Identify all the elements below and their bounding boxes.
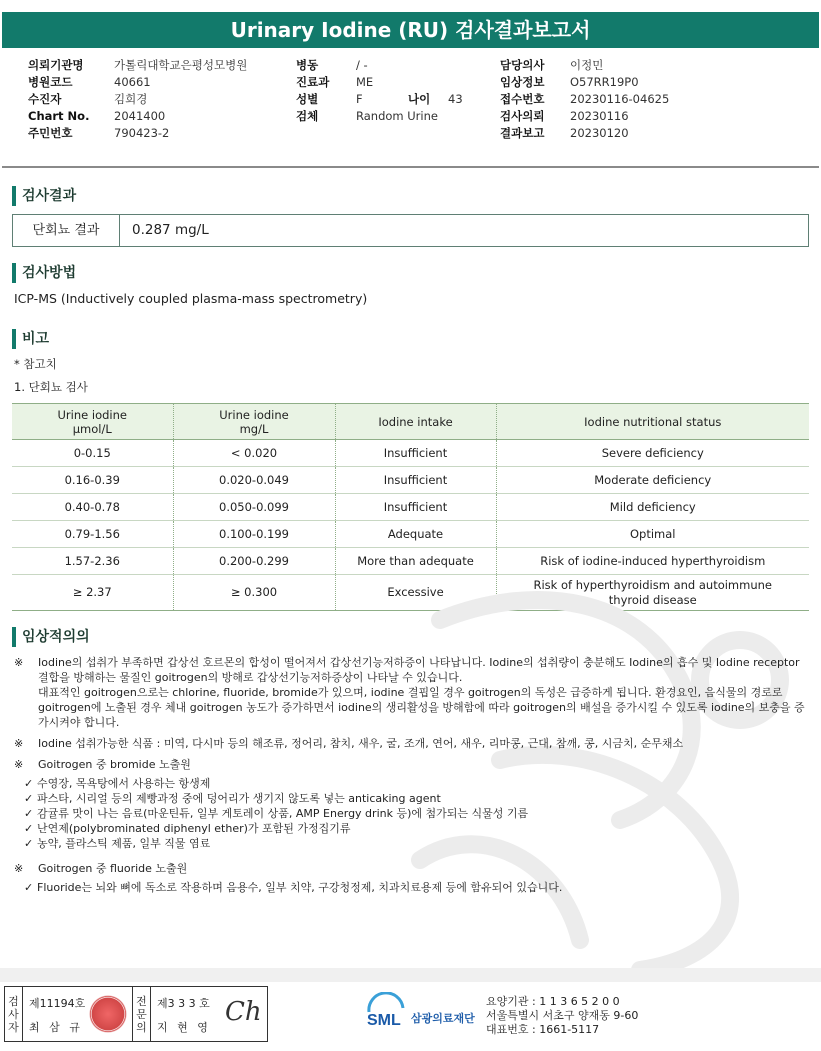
specialist-license: 제3 3 3 호	[157, 997, 210, 1010]
logo-name: 삼광의료재단	[411, 1012, 475, 1025]
header-status: Iodine nutritional status	[496, 404, 809, 440]
note-text: 대표적인 goitrogen으로는 chlorine, fluoride, bromide가 있으며, iodine 결핍일 경우 goitrogen의 독성은 급증하게 됩니다. 환경요인, 음식물의 경로로 goitrogen에 노출된 경우 체내 goitrogen 농도가 증가하면서 iodine의 생리활성을 방해함에 따라 goitrogen의 배설을 증가시킬 수 있도록 iodine의 보충을 증가시켜야 합니다.	[38, 686, 805, 729]
clinical-notes	[14, 655, 809, 899]
note-text: Goitrogen 중 fluoride 노출원	[38, 862, 188, 875]
report-date-value: 20230120	[570, 126, 629, 140]
clinical-info-value: O57RR19P0	[570, 75, 639, 89]
cell-umol: ≥ 2.37	[12, 575, 173, 611]
specialist-label: 전 문 의	[133, 987, 151, 1041]
institution-code: 요양기관 : 1 1 3 6 5 2 0 0	[486, 995, 620, 1008]
note-text: Goitrogen 중 bromide 노출원	[38, 758, 191, 771]
address: 서울특별시 서초구 양재동 9-60	[486, 1009, 639, 1022]
table-row	[12, 440, 809, 467]
cell-mg: 0.200-0.299	[173, 548, 335, 575]
specialist-name: 지 현 영	[157, 1021, 211, 1034]
reference-mark-icon: ※	[14, 758, 24, 771]
note-text: Iodine의 섭취가 부족하면 갑상선 호르몬의 합성이 떨어져서 갑상선기능저하증이 나타납니다. Iodine의 섭취량이 충분해도 Iodine의 흡수 및 Iodine receptor 결합을 방해하는 물질인 goitrogen의 방해로 갑상선기능저하증상이 나타날 수 있습니다.	[38, 656, 800, 684]
header-mg: Urine iodine mg/L	[173, 404, 335, 440]
cell-status: Risk of iodine-induced hyperthyroidism	[496, 548, 809, 575]
cell-mg: 0.100-0.199	[173, 521, 335, 548]
specialist-cell	[151, 987, 267, 1041]
list-item-text: 난연제(polybrominated diphenyl ether)가 포함된 가정집기류	[37, 822, 351, 835]
section-result-heading: 검사결과	[12, 186, 76, 206]
cell-umol: 0-0.15	[12, 440, 173, 467]
header-umol: Urine iodine μmol/L	[12, 404, 173, 440]
spot-urine-note: 1. 단회뇨 검사	[14, 380, 88, 394]
ward-label: 병동	[296, 58, 319, 72]
sex-label: 성별	[296, 92, 319, 106]
list-item	[24, 880, 809, 895]
cell-intake: More than adequate	[335, 548, 496, 575]
cell-mg: < 0.020	[173, 440, 335, 467]
list-item	[24, 791, 809, 806]
cell-status: Risk of hyperthyroidism and autoimmune thyroid disease	[496, 575, 809, 611]
method-text: ICP-MS (Inductively coupled plasma-mass spectrometry)	[14, 291, 368, 306]
cell-status: Mild deficiency	[496, 494, 809, 521]
result-value: 0.287 mg/L	[132, 222, 209, 238]
seal-icon	[89, 995, 127, 1033]
cell-status: Moderate deficiency	[496, 467, 809, 494]
list-item	[24, 821, 809, 836]
signature-icon: Ch	[225, 997, 262, 1027]
department-value: ME	[356, 75, 374, 89]
list-item-text: 농약, 플라스틱 제품, 일부 직물 염료	[37, 837, 211, 850]
report-title: Urinary Iodine (RU) 검사결과보고서	[2, 12, 819, 48]
reference-mark-icon: ※	[14, 737, 24, 750]
header-intake: Iodine intake	[335, 404, 496, 440]
accession-value: 20230116-04625	[570, 92, 670, 106]
table-row	[12, 494, 809, 521]
section-remarks-heading: 비고	[12, 329, 49, 349]
check-icon: ✓	[24, 792, 34, 805]
report-date-label: 결과보고	[500, 126, 545, 140]
clinical-info-label: 임상정보	[500, 75, 545, 89]
signature-box	[4, 986, 268, 1042]
accession-label: 접수번호	[500, 92, 545, 106]
table-row	[12, 467, 809, 494]
list-item	[24, 776, 809, 791]
examiner-license: 제11194호	[29, 997, 86, 1010]
note-iodine-deficiency	[14, 655, 809, 730]
reference-table	[12, 403, 809, 611]
check-icon: ✓	[24, 822, 34, 835]
result-label: 단회뇨 결과	[13, 215, 120, 246]
check-icon: ✓	[24, 807, 34, 820]
logo-mark-text: SML	[367, 1012, 401, 1029]
table-header-row	[12, 404, 809, 440]
ward-value: / -	[356, 58, 368, 72]
list-item-text: Fluoride는 뇌와 뼈에 독소로 작용하며 음용수, 일부 치약, 구강청정제, 치과치료용제 등에 함유되어 있습니다.	[37, 881, 563, 894]
note-bromide-sources	[14, 757, 809, 772]
note-text: Iodine 섭취가능한 식품 : 미역, 다시마 등의 해조류, 정어리, 참치, 새우, 굴, 조개, 연어, 새우, 리마콩, 근대, 참깨, 콩, 시금치, 순무채소	[38, 737, 684, 750]
cell-intake: Insufficient	[335, 467, 496, 494]
hospital-label: 의뢰기관명	[28, 58, 84, 72]
specimen-value: Random Urine	[356, 109, 438, 123]
examiner-name: 최 삼 규	[29, 1021, 83, 1034]
check-icon: ✓	[24, 881, 34, 894]
header-divider	[2, 166, 819, 168]
note-fluoride-sources	[14, 861, 809, 876]
reference-note: * 참고치	[14, 357, 57, 371]
list-item	[24, 836, 809, 851]
info-column-1	[28, 57, 247, 142]
request-date-value: 20230116	[570, 109, 629, 123]
cell-mg: ≥ 0.300	[173, 575, 335, 611]
check-icon: ✓	[24, 777, 34, 790]
section-clinical-heading: 임상적의의	[12, 627, 90, 647]
info-column-2	[296, 57, 463, 125]
cell-umol: 0.79-1.56	[12, 521, 173, 548]
note-iodine-foods	[14, 736, 809, 751]
cell-intake: Insufficient	[335, 494, 496, 521]
cell-mg: 0.020-0.049	[173, 467, 335, 494]
footer-band	[0, 968, 821, 982]
hospital-code-label: 병원코드	[28, 75, 73, 89]
organization-info	[486, 995, 638, 1037]
cell-status: Optimal	[496, 521, 809, 548]
age-label: 나이	[408, 92, 431, 106]
list-item-text: 감귤류 맛이 나는 음료(마운틴듀, 일부 게토레이 상품, AMP Energy drink 등)에 첨가되는 식물성 기름	[37, 807, 529, 820]
cell-umol: 1.57-2.36	[12, 548, 173, 575]
doctor-value: 이정민	[570, 58, 604, 72]
list-item	[24, 806, 809, 821]
hospital-value: 가톨릭대학교은평성모병원	[114, 58, 248, 72]
phone: 대표번호 : 1661-5117	[486, 1023, 600, 1036]
cell-umol: 0.40-0.78	[12, 494, 173, 521]
table-row	[12, 521, 809, 548]
info-column-3	[500, 57, 669, 142]
examiner-label: 검 사 자	[5, 987, 23, 1041]
cell-status: Severe deficiency	[496, 440, 809, 467]
cell-umol: 0.16-0.39	[12, 467, 173, 494]
hospital-code-value: 40661	[114, 75, 151, 89]
cell-intake: Insufficient	[335, 440, 496, 467]
doctor-label: 담당의사	[500, 58, 545, 72]
cell-intake: Adequate	[335, 521, 496, 548]
chart-no-value: 2041400	[114, 109, 166, 123]
chart-no-label: Chart No.	[28, 109, 90, 123]
reference-mark-icon: ※	[14, 656, 24, 669]
result-box	[12, 214, 809, 247]
table-row	[12, 575, 809, 611]
cell-mg: 0.050-0.099	[173, 494, 335, 521]
check-icon: ✓	[24, 837, 34, 850]
age-value: 43	[448, 92, 463, 106]
request-date-label: 검사의뢰	[500, 109, 545, 123]
resident-no-label: 주민번호	[28, 126, 73, 140]
bromide-list	[24, 776, 809, 851]
patient-value: 김희경	[114, 92, 148, 106]
fluoride-list	[24, 880, 809, 895]
specimen-label: 검체	[296, 109, 319, 123]
cell-intake: Excessive	[335, 575, 496, 611]
sex-value: F	[356, 92, 363, 106]
department-label: 진료과	[296, 75, 330, 89]
list-item-text: 파스타, 시리얼 등의 제빵과정 중에 덩어리가 생기지 않도록 넣는 anticaking agent	[37, 792, 441, 805]
patient-label: 수진자	[28, 92, 62, 106]
sml-logo	[365, 992, 475, 1034]
list-item-text: 수영장, 목욕탕에서 사용하는 항생제	[37, 777, 211, 790]
reference-mark-icon: ※	[14, 862, 24, 875]
table-row	[12, 548, 809, 575]
section-method-heading: 검사방법	[12, 263, 76, 283]
sml-logo-icon	[365, 992, 407, 1034]
resident-no-value: 790423-2	[114, 126, 170, 140]
examiner-cell	[23, 987, 133, 1041]
